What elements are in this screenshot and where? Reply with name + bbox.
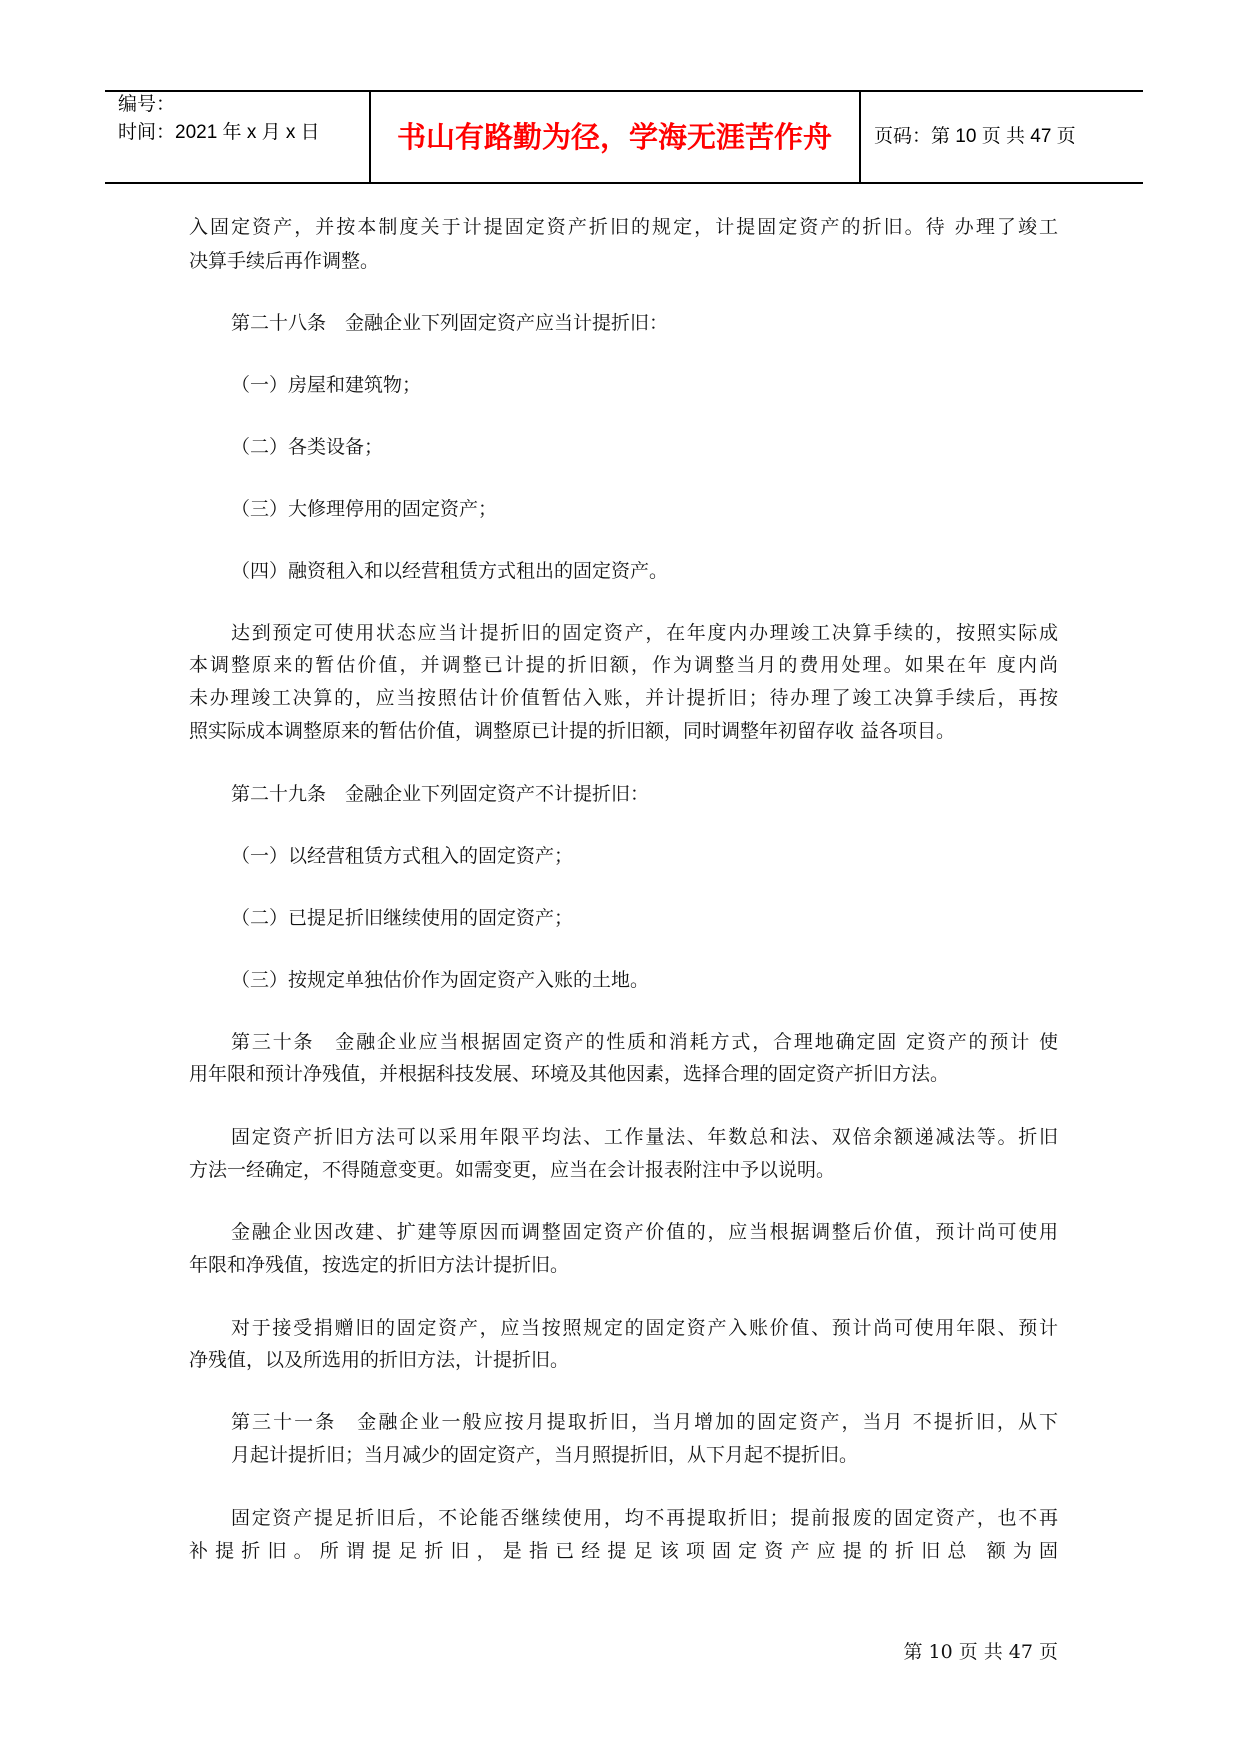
paragraph-line: 达到预定可使用状态应当计提折旧的固定资产，在年度内办理竣工决算手续的，按照实际成 <box>231 622 1058 644</box>
paragraph-line: （四）融资租入和以经营租赁方式租出的固定资产。 <box>231 560 669 582</box>
paragraph-line: 月起计提折旧；当月减少的固定资产，当月照提折旧，从下月起不提折旧。 <box>231 1444 859 1466</box>
paragraph-line: （一）房屋和建筑物； <box>231 374 422 396</box>
paragraph-line: 金融企业因改建、扩建等原因而调整固定资产价值的，应当根据调整后价值，预计尚可使用 <box>231 1221 1058 1243</box>
header-time-label: 时间：2021 年 x 月 x 日 <box>118 122 320 143</box>
paragraph-line: 未办理竣工决算的，应当按照估计价值暂估入账，并计提折旧；待办理了竣工决算手续后，再按 <box>189 687 1058 709</box>
paragraph-line: 本调整原来的暂估价值，并调整已计提的折旧额，作为调整当月的费用处理。如果在年 度内尚 <box>189 654 1058 676</box>
paragraph-line: 固定资产提足折旧后，不论能否继续使用，均不再提取折旧；提前报废的固定资产，也不再 <box>231 1507 1058 1529</box>
paragraph-line: （三）大修理停用的固定资产； <box>231 498 498 520</box>
paragraph-line: （三）按规定单独估价作为固定资产入账的土地。 <box>231 969 650 991</box>
paragraph-line: 对于接受捐赠旧的固定资产，应当按照规定的固定资产入账价值、预计尚可使用年限、预计 <box>231 1317 1058 1339</box>
paragraph-line: 决算手续后再作调整。 <box>189 250 380 272</box>
header-number-label: 编号： <box>118 94 176 115</box>
paragraph-line: （二）已提足折旧继续使用的固定资产； <box>231 907 574 929</box>
header-top-rule <box>105 90 1143 92</box>
header-page-label: 页码：第 10 页 共 47 页 <box>874 126 1076 147</box>
page-footer-number: 第 10 页 共 47 页 <box>903 1641 1058 1663</box>
paragraph-line: 净残值，以及所选用的折旧方法，计提折旧。 <box>189 1349 570 1371</box>
paragraph-line: 用年限和预计净残值，并根据科技发展、环境及其他因素，选择合理的固定资产折旧方法。 <box>189 1063 950 1085</box>
paragraph-line: （一）以经营租赁方式租入的固定资产； <box>231 845 574 867</box>
header-motto: 书山有路勤为径，学海无涯苦作舟 <box>396 120 832 154</box>
paragraph-line: 方法一经确定，不得随意变更。如需变更，应当在会计报表附注中予以说明。 <box>189 1159 836 1181</box>
paragraph-line: （二）各类设备； <box>231 436 384 458</box>
header-bottom-rule <box>105 182 1143 184</box>
paragraph-line: 照实际成本调整原来的暂估价值，调整原已计提的折旧额，同时调整年初留存收 益各项目。 <box>189 720 956 742</box>
paragraph-line: 入固定资产，并按本制度关于计提固定资产折旧的规定，计提固定资产的折旧。待 办理了竣工 <box>189 216 1058 238</box>
header-divider-right <box>859 90 861 183</box>
paragraph-line: 固定资产折旧方法可以采用年限平均法、工作量法、年数总和法、双倍余额递减法等。折旧 <box>231 1126 1058 1148</box>
paragraph-line: 补提折旧。所谓提足折旧，是指已经提足该项固定资产应提的折旧总 额为固 <box>189 1540 1058 1562</box>
paragraph-line: 第二十九条 金融企业下列固定资产不计提折旧： <box>231 783 650 805</box>
paragraph-line: 年限和净残值，按选定的折旧方法计提折旧。 <box>189 1254 570 1276</box>
paragraph-line: 第三十一条 金融企业一般应按月提取折旧，当月增加的固定资产，当月 不提折旧，从下 <box>231 1411 1058 1433</box>
paragraph-line: 第三十条 金融企业应当根据固定资产的性质和消耗方式，合理地确定固 定资产的预计 使 <box>231 1031 1058 1053</box>
paragraph-line: 第二十八条 金融企业下列固定资产应当计提折旧： <box>231 312 669 334</box>
